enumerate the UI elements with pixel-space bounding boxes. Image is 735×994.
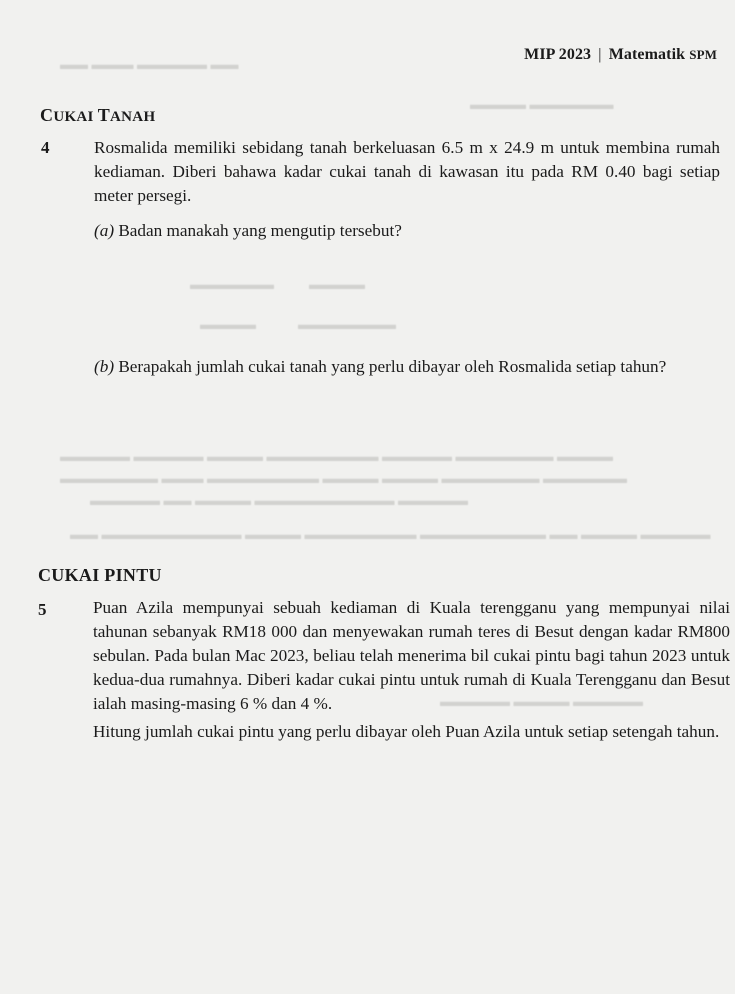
bleed-through-text: ▬▬▬▬▬ ▬▬▬▬▬ ▬▬▬▬ ▬▬▬▬▬▬▬▬ ▬▬▬▬▬ ▬▬▬▬▬▬▬ ▬▬▬▬ xyxy=(60,450,613,465)
section-title-cukai-pintu: CUKAI PINTU xyxy=(38,565,162,585)
part-text: Badan manakah yang mengutip tersebut? xyxy=(118,221,402,240)
part-label: (b) xyxy=(94,357,115,376)
header-code: MIP 2023 xyxy=(524,46,592,63)
question-instruction: Hitung jumlah cukai pintu yang perlu dibayar oleh Puan Azila untuk setiap setengah tahun. xyxy=(93,722,720,741)
bleed-through-text: ▬▬▬▬▬ ▬▬▬▬ ▬▬▬▬▬ xyxy=(440,695,643,710)
header-spm: SPM xyxy=(689,47,717,62)
part-text: Berapakah jumlah cukai tanah yang perlu dibayar oleh Rosmalida setiap tahun? xyxy=(118,357,667,376)
page-header xyxy=(524,46,717,64)
bleed-through-text: ▬▬ ▬▬▬▬▬▬▬▬▬▬ ▬▬▬▬ ▬▬▬▬▬▬▬▬ ▬▬▬▬▬▬▬▬▬ ▬▬ ▬▬▬▬ ▬▬▬▬▬ xyxy=(70,528,711,543)
bleed-through-text: ▬▬▬▬ ▬▬▬▬▬▬▬ xyxy=(200,318,396,333)
header-separator: | xyxy=(598,46,602,63)
question-text: Rosmalida memiliki sebidang tanah berkeluasan 6.5 m x 24.9 m untuk membina rumah kediaman. Diberi bahawa kadar cukai tanah di kawasan itu pada RM 0.40 bagi setiap meter persegi. xyxy=(94,138,720,205)
section-title-cukai-tanah: CUKAI TANAH xyxy=(40,105,156,125)
bleed-through-text: ▬▬▬▬ ▬▬▬▬▬▬ xyxy=(470,98,614,113)
header-subject: Matematik xyxy=(608,46,686,63)
bleed-through-text: ▬▬▬▬▬▬▬ ▬▬▬ ▬▬▬▬▬▬▬▬ ▬▬▬▬ ▬▬▬▬ ▬▬▬▬▬▬▬ ▬▬▬▬▬▬ xyxy=(60,472,627,487)
bleed-through-text: ▬▬▬▬▬ ▬▬ ▬▬▬▬ ▬▬▬▬▬▬▬▬▬▬ ▬▬▬▬▬ xyxy=(90,494,468,509)
part-label: (a) xyxy=(94,221,115,240)
question-number: 5 xyxy=(38,600,47,619)
question-part-a xyxy=(94,219,402,243)
bleed-through-text: ▬▬ ▬▬▬ ▬▬▬▬▬ ▬▬ xyxy=(60,58,239,73)
question-text: Puan Azila mempunyai sebuah kediaman di Kuala terengganu yang mempunyai nilai tahunan sebanyak RM18 000 dan menyewakan rumah teres di Besut dengan kadar RM800 sebulan. Pada bulan Mac 2023, beliau telah menerima bil cukai pintu bagi tahun 2023 untuk kedua-dua rumahnya. Diberi kadar cukai pintu untuk rumah di Kuala Terengganu dan Besut ialah masing-masing 6 % dan 4 %. xyxy=(93,598,730,713)
question-part-b xyxy=(94,355,666,379)
bleed-through-text: ▬▬▬▬▬▬ ▬▬▬▬ xyxy=(190,278,365,293)
question-number: 4 xyxy=(41,138,50,157)
